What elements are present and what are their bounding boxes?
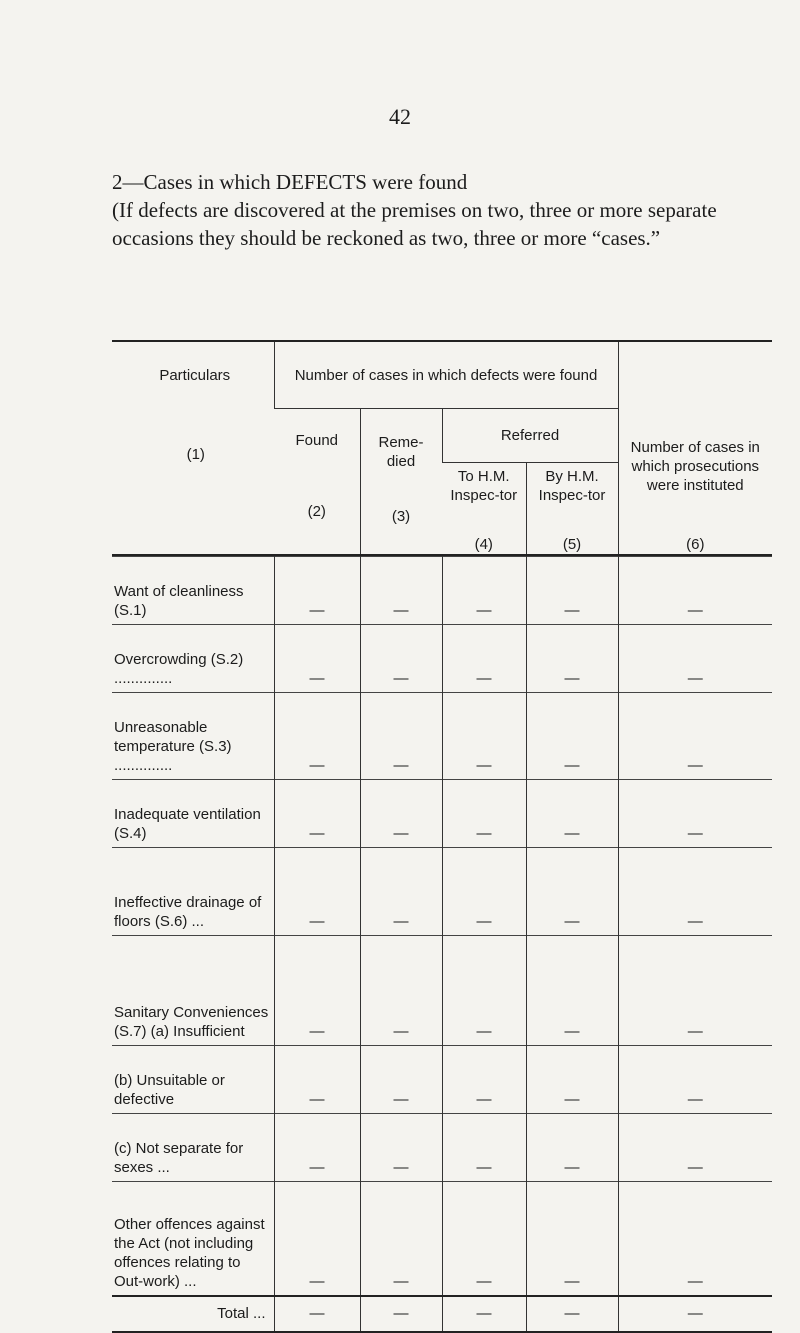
- cell-remedied: —: [360, 693, 442, 780]
- table-row-sanitary-not-separate: [112, 1114, 772, 1182]
- cell-by-inspector: —: [526, 693, 618, 780]
- cell-remedied: —: [360, 625, 442, 693]
- column-header-to-inspector: To H.M. Inspec-tor (4): [442, 463, 526, 556]
- cell-prosecutions: —: [618, 557, 772, 625]
- row-label: (c) Not separate for sexes ...: [112, 1114, 274, 1182]
- cell-to-inspector: —: [442, 1114, 526, 1182]
- column-header-by-inspector: By H.M. Inspec-tor (5): [526, 463, 618, 556]
- cell-by-inspector: —: [526, 1046, 618, 1114]
- table-row-cleanliness: [112, 557, 772, 625]
- cell-prosecutions: —: [618, 848, 772, 936]
- page-number: 42: [389, 104, 411, 129]
- cell-prosecutions: —: [618, 1182, 772, 1296]
- row-label: Unreasonable temperature (S.3) ..............: [112, 693, 274, 780]
- cell-by-inspector: —: [526, 936, 618, 1046]
- cell-found: —: [274, 1046, 360, 1114]
- table-row-sanitary-insufficient: [112, 936, 772, 1046]
- cell-by-inspector: —: [526, 557, 618, 625]
- table-row-temperature: [112, 693, 772, 780]
- total-found: —: [274, 1296, 360, 1332]
- cell-to-inspector: —: [442, 848, 526, 936]
- row-label: Want of cleanliness (S.1): [112, 557, 274, 625]
- table-row-sanitary-unsuitable: [112, 1046, 772, 1114]
- cell-by-inspector: —: [526, 625, 618, 693]
- cell-remedied: —: [360, 936, 442, 1046]
- cell-remedied: —: [360, 780, 442, 848]
- cell-prosecutions: —: [618, 936, 772, 1046]
- cell-found: —: [274, 848, 360, 936]
- cell-to-inspector: —: [442, 1046, 526, 1114]
- cell-prosecutions: —: [618, 693, 772, 780]
- cell-by-inspector: —: [526, 1182, 618, 1296]
- column-header-prosecutions: Number of cases in which prosecutions were instituted (6): [618, 341, 772, 555]
- column-header-particulars: Particulars (1): [112, 341, 274, 555]
- table-row-total: [112, 1296, 772, 1332]
- cell-by-inspector: —: [526, 780, 618, 848]
- column-header-found: Found (2): [274, 409, 360, 556]
- section-heading: [112, 168, 752, 252]
- row-label: (b) Unsuitable or defective: [112, 1046, 274, 1114]
- row-label: Ineffective drainage of floors (S.6) ...: [112, 848, 274, 936]
- section-note: (If defects are discovered at the premises on two, three or more separate occasions they should be reckoned as two, three or more “cases.”: [112, 198, 717, 250]
- row-label: Overcrowding (S.2) ..............: [112, 625, 274, 693]
- cell-found: —: [274, 780, 360, 848]
- table-row-overcrowding: [112, 625, 772, 693]
- cell-found: —: [274, 1182, 360, 1296]
- cell-to-inspector: —: [442, 625, 526, 693]
- total-prosecutions: —: [618, 1296, 772, 1332]
- cell-prosecutions: —: [618, 1046, 772, 1114]
- cell-found: —: [274, 1114, 360, 1182]
- cell-prosecutions: —: [618, 780, 772, 848]
- cell-remedied: —: [360, 848, 442, 936]
- total-by-inspector: —: [526, 1296, 618, 1332]
- column-header-remedied: Reme-died (3): [360, 409, 442, 556]
- cell-found: —: [274, 625, 360, 693]
- cell-remedied: —: [360, 1046, 442, 1114]
- cell-to-inspector: —: [442, 1182, 526, 1296]
- total-label: Total ...: [112, 1296, 274, 1332]
- row-label: Inadequate ventilation (S.4): [112, 780, 274, 848]
- cell-found: —: [274, 557, 360, 625]
- cell-to-inspector: —: [442, 936, 526, 1046]
- defects-table: [112, 340, 772, 1333]
- group-header-cases-found: Number of cases in which defects were found: [274, 341, 618, 409]
- cell-prosecutions: —: [618, 625, 772, 693]
- row-label: Other offences against the Act (not including offences relating to Out-work) ...: [112, 1182, 274, 1296]
- cell-by-inspector: —: [526, 1114, 618, 1182]
- section-title: 2—Cases in which DEFECTS were found: [112, 170, 468, 194]
- total-remedied: —: [360, 1296, 442, 1332]
- table-row-ventilation: [112, 780, 772, 848]
- table-row-drainage: [112, 848, 772, 936]
- row-label: Sanitary Conveniences (S.7) (a) Insufficient: [112, 936, 274, 1046]
- cell-to-inspector: —: [442, 557, 526, 625]
- group-header-referred: Referred: [442, 409, 618, 463]
- cell-remedied: —: [360, 1114, 442, 1182]
- table-row-other-offences: [112, 1182, 772, 1296]
- cell-to-inspector: —: [442, 780, 526, 848]
- cell-by-inspector: —: [526, 848, 618, 936]
- cell-remedied: —: [360, 557, 442, 625]
- total-to-inspector: —: [442, 1296, 526, 1332]
- cell-found: —: [274, 936, 360, 1046]
- cell-to-inspector: —: [442, 693, 526, 780]
- cell-remedied: —: [360, 1182, 442, 1296]
- cell-found: —: [274, 693, 360, 780]
- cell-prosecutions: —: [618, 1114, 772, 1182]
